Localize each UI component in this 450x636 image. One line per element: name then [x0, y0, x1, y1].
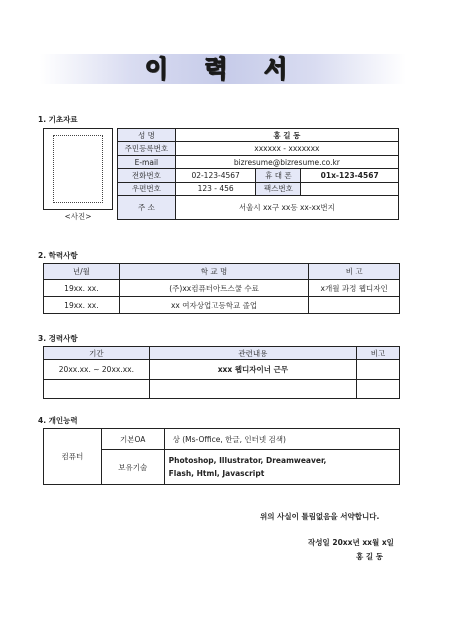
mobile-value: 01x-123-4567 [301, 169, 399, 182]
basic-info-table [117, 128, 399, 220]
education-note [309, 297, 400, 314]
email-value: bizresume@bizresume.co.kr [175, 155, 398, 168]
table-row [44, 360, 400, 380]
career-table [43, 346, 400, 399]
table-row [44, 380, 400, 399]
career-content-empty [149, 380, 356, 399]
section-skills-label: 4. 개인능력 [38, 416, 78, 425]
tech-line-2: Flash, Html, Javascript [168, 469, 265, 478]
education-date: 19xx. xx. [44, 280, 120, 297]
ssn-label: 주민등록번호 [118, 142, 176, 155]
phone-label: 전화번호 [118, 169, 176, 182]
photo-frame [43, 128, 113, 210]
signer-name: 홍 길 동 [356, 552, 383, 561]
skills-category: 컴퓨터 [44, 429, 102, 485]
photo-caption: <사진> [64, 212, 92, 221]
section-career-label: 3. 경력사항 [38, 334, 78, 343]
written-date: 작성일 20xx년 xx월 x일 [308, 538, 394, 547]
education-school: (주)xx컴퓨터아트스쿨 수료 [119, 280, 308, 297]
oa-value: 상 (Ms-Office, 한글, 인터넷 검색) [164, 429, 399, 450]
mobile-label: 휴 대 폰 [256, 169, 301, 182]
education-note: x개월 과정 웹디자인 [309, 280, 400, 297]
address-label: 주 소 [118, 196, 176, 220]
career-note [357, 360, 400, 380]
section-education-label: 2. 학력사항 [38, 251, 78, 260]
career-content: xxx 웹디자이너 근무 [149, 360, 356, 380]
oa-label: 기본OA [101, 429, 164, 450]
table-row [44, 280, 400, 297]
name-value: 홍 길 동 [175, 129, 398, 142]
email-label: E-mail [118, 155, 176, 168]
zip-label: 우편번호 [118, 182, 176, 195]
fax-label: 팩스번호 [256, 182, 301, 195]
tech-label: 보유기술 [101, 450, 164, 485]
education-header-school: 학 교 명 [119, 264, 308, 280]
skills-table [43, 428, 400, 485]
career-header-period: 기간 [44, 347, 150, 360]
tech-line-1: Photoshop, Illustrator, Dreamweaver, [168, 456, 327, 465]
confirmation-statement: 위의 사실이 틀림없음을 서약합니다. [260, 512, 380, 521]
career-header-content: 관련내용 [149, 347, 356, 360]
fax-value [301, 182, 399, 195]
section-basic-label: 1. 기초자료 [38, 115, 78, 124]
education-header-note: 비 고 [309, 264, 400, 280]
tech-value [164, 450, 399, 485]
career-period-empty [44, 380, 150, 399]
address-value: 서울시 xx구 xx동 xx-xx번지 [175, 196, 398, 220]
table-row [44, 297, 400, 314]
zip-value: 123 - 456 [175, 182, 256, 195]
career-header-note: 비고 [357, 347, 400, 360]
education-school: xx 여자상업고등학교 졸업 [119, 297, 308, 314]
page-title: 이 력 서 [144, 55, 302, 83]
ssn-value: xxxxxx - xxxxxxx [175, 142, 398, 155]
career-note-empty [357, 380, 400, 399]
name-label: 성 명 [118, 129, 176, 142]
education-date: 19xx. xx. [44, 297, 120, 314]
photo-placeholder [53, 135, 103, 203]
education-table [43, 263, 400, 314]
phone-value: 02-123-4567 [175, 169, 256, 182]
career-period: 20xx.xx. ~ 20xx.xx. [44, 360, 150, 380]
education-header-date: 년/월 [44, 264, 120, 280]
